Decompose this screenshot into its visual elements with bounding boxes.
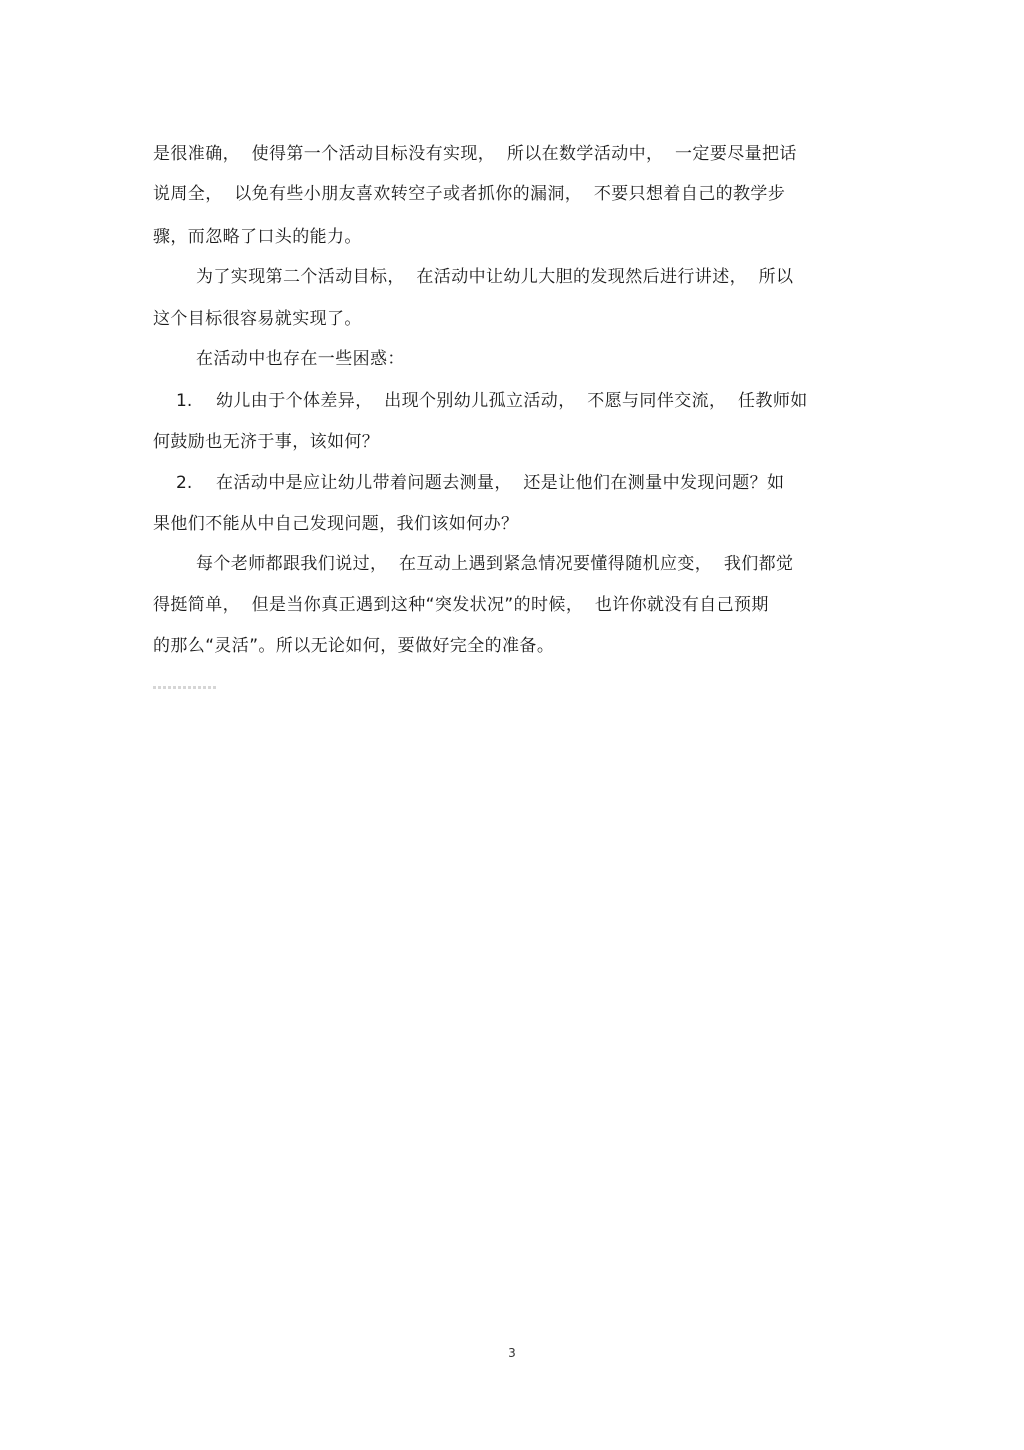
paragraph-4-line-1: 每个老师都跟我们说过， 在互动上遇到紧急情况要懂得随机应变， 我们都觉 <box>196 554 794 574</box>
list-item-2-line-2: 果他们不能从中自己发现问题，我们该如何办？ <box>153 514 519 534</box>
paragraph-1-line-2: 说周全， 以免有些小朋友喜欢转空子或者抓你的漏洞， 不要只想着自己的教学步 <box>153 184 786 204</box>
paragraph-2-line-2: 这个目标很容易就实现了。 <box>153 309 362 329</box>
list-item-1-line-2: 何鼓励也无济于事，该如何？ <box>153 432 380 452</box>
list-item-2-line-1: 在活动中是应让幼儿带着问题去测量， 还是让他们在测量中发现问题？如 <box>216 473 785 493</box>
list-item-1-line-1: 幼儿由于个体差异， 出现个别幼儿孤立活动， 不愿与同伴交流， 任教师如 <box>216 391 808 411</box>
list-item-1-number: 1. <box>176 391 193 411</box>
paragraph-2-line-1: 为了实现第二个活动目标， 在活动中让幼儿大胆的发现然后进行讲述， 所以 <box>196 267 794 287</box>
list-item-2-number: 2. <box>176 473 193 493</box>
paragraph-1-line-1: 是很准确， 使得第一个活动目标没有实现， 所以在数学活动中， 一定要尽量把话 <box>153 144 797 164</box>
paragraph-4-line-3: 的那么“灵活”。所以无论如何，要做好完全的准备。 <box>153 636 555 656</box>
paragraph-1-line-3: 骤，而忽略了口头的能力。 <box>153 227 362 247</box>
scan-artifact <box>153 686 217 689</box>
paragraph-4-line-2: 得挺简单， 但是当你真正遇到这种“突发状况”的时候， 也许你就没有自己预期 <box>153 595 769 615</box>
page-number: 3 <box>508 1346 516 1360</box>
paragraph-3-line-1: 在活动中也存在一些困惑： <box>196 349 405 369</box>
